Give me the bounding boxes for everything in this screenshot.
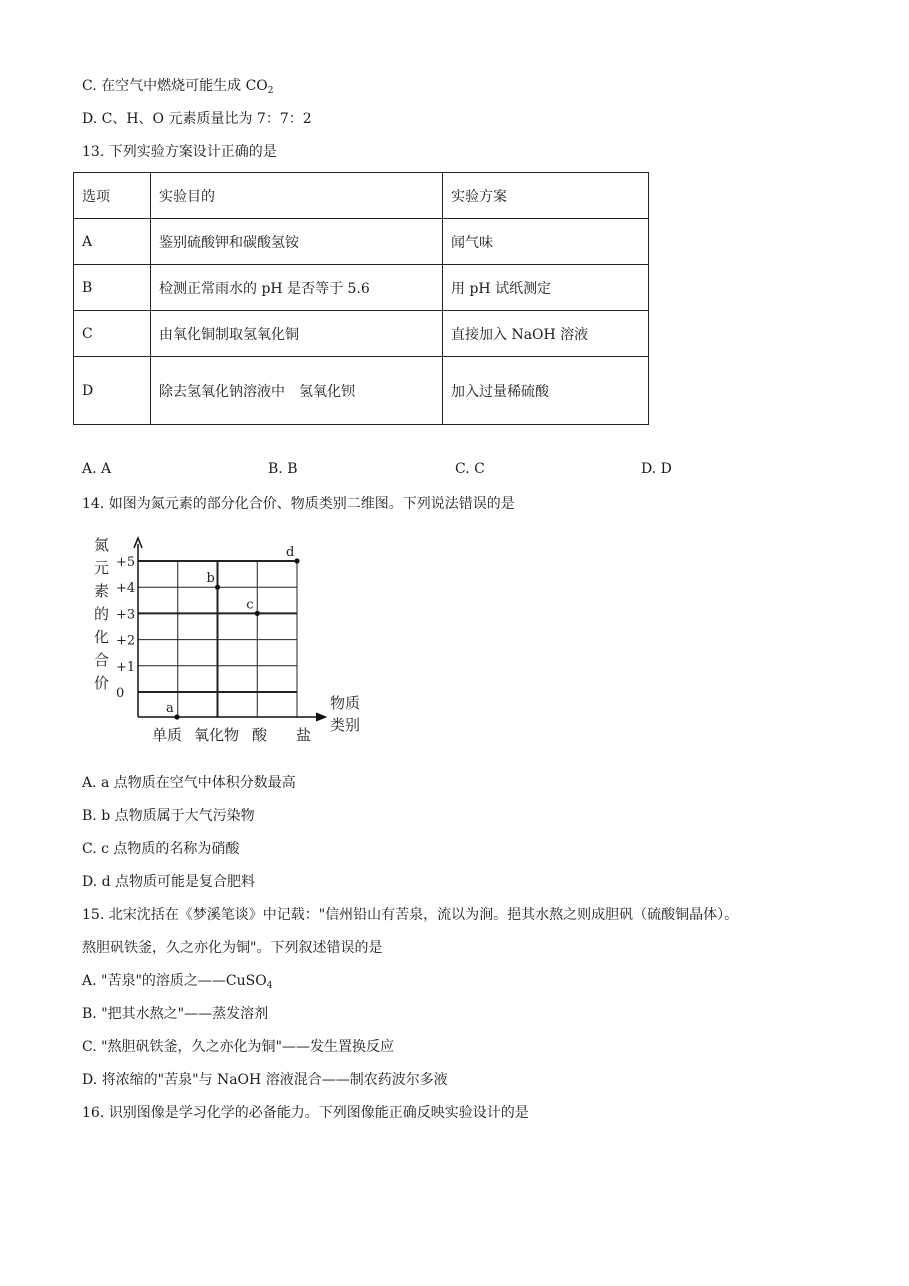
- table-cell: C: [74, 311, 151, 357]
- q15-option-a-text: A. "苦泉"的溶质之——CuSO: [82, 973, 267, 989]
- table-cell: 用 pH 试纸测定: [443, 265, 649, 311]
- nitrogen-valence-chart: [80, 530, 380, 750]
- q14-stem: 14. 如图为氮元素的部分化合价、物质类别二维图。下列说法错误的是: [82, 496, 515, 512]
- q12-option-c-text: C. 在空气中燃烧可能生成 CO: [82, 78, 268, 94]
- x-category-label: 单质: [152, 726, 183, 744]
- table-row: [74, 357, 649, 425]
- table-header-cell: 实验目的: [151, 173, 443, 219]
- x-category-label: 氧化物: [194, 726, 240, 744]
- table-row: [74, 265, 649, 311]
- table-cell: 除去氢氧化钠溶液中 氢氧化钡: [151, 357, 443, 425]
- table-cell: 由氧化铜制取氢氧化铜: [151, 311, 443, 357]
- y-tick-label: +1: [116, 659, 136, 675]
- data-point: [215, 585, 220, 590]
- q13-option-d[interactable]: D. D: [641, 461, 672, 477]
- y-tick-label: +4: [116, 581, 136, 597]
- y-tick-label: +2: [116, 633, 136, 649]
- table-cell: 检测正常雨水的 pH 是否等于 5.6: [151, 265, 443, 311]
- table-row: [74, 311, 649, 357]
- x-category-label: 酸: [252, 726, 268, 744]
- q15-stem-line-2: 熬胆矾铁釜，久之亦化为铜"。下列叙述错误的是: [82, 940, 383, 956]
- q15-option-a-subscript: 4: [266, 981, 273, 991]
- table-cell: 直接加入 NaOH 溶液: [443, 311, 649, 357]
- q12-option-d: D. C、H、O 元素质量比为 7：7：2: [82, 111, 312, 127]
- table-header-row: [74, 173, 649, 219]
- data-point-label: a: [166, 701, 174, 716]
- y-axis-label-char: 氮: [94, 536, 110, 554]
- q13-option-b[interactable]: B. B: [268, 461, 298, 477]
- q13-stem: 13. 下列实验方案设计正确的是: [82, 144, 277, 160]
- data-point: [255, 611, 260, 616]
- experiment-table: [73, 172, 649, 425]
- q14-option-d[interactable]: D. d 点物质可能是复合肥料: [82, 874, 256, 890]
- table-header-cell: 选项: [74, 173, 151, 219]
- data-point-label: d: [286, 545, 295, 560]
- q12-option-c-subscript: 2: [267, 86, 274, 96]
- table-cell: 加入过量稀硫酸: [443, 357, 649, 425]
- q14-option-b[interactable]: B. b 点物质属于大气污染物: [82, 808, 255, 824]
- q15-option-a[interactable]: [82, 971, 272, 996]
- x-axis-arrow-icon: [316, 713, 326, 721]
- y-axis-label-char: 素: [94, 582, 110, 600]
- q14-option-c[interactable]: C. c 点物质的名称为硝酸: [82, 841, 240, 857]
- x-axis-label-line-1: 物质: [330, 694, 361, 712]
- q13-option-a[interactable]: A. A: [82, 461, 112, 477]
- q15-option-d[interactable]: D. 将浓缩的"苦泉"与 NaOH 溶液混合——制农药波尔多液: [82, 1072, 448, 1088]
- y-axis-label-char: 化: [94, 628, 110, 646]
- y-axis-label-char: 元: [94, 559, 110, 577]
- data-point: [294, 558, 299, 563]
- q15-stem-line-1: 15. 北宋沈括在《梦溪笔谈》中记载："信州铅山有苦泉，流以为涧。挹其水熬之则成胆矾（硫酸铜晶体）。: [82, 907, 739, 923]
- x-category-label: 盐: [296, 726, 312, 744]
- q13-option-c[interactable]: C. C: [455, 461, 485, 477]
- table-cell: 闻气味: [443, 219, 649, 265]
- q16-stem: 16. 识别图像是学习化学的必备能力。下列图像能正确反映实验设计的是: [82, 1105, 529, 1121]
- data-point: [174, 714, 179, 719]
- y-axis-label-char: 合: [94, 651, 110, 669]
- y-tick-label: 0: [116, 686, 125, 701]
- x-axis-label-line-2: 类别: [330, 716, 361, 734]
- q12-option-c: [82, 76, 274, 101]
- table-cell: A: [74, 219, 151, 265]
- q15-option-c[interactable]: C. "熬胆矾铁釜，久之亦化为铜"——发生置换反应: [82, 1039, 394, 1055]
- table-row: [74, 219, 649, 265]
- y-axis-label-char: 价: [94, 674, 110, 692]
- y-axis-label-char: 的: [94, 605, 110, 623]
- table-cell: D: [74, 357, 151, 425]
- table-cell: 鉴别硫酸钾和碳酸氢铵: [151, 219, 443, 265]
- y-tick-label: +5: [116, 555, 136, 570]
- y-tick-label: +3: [116, 607, 136, 623]
- data-point-label: b: [206, 571, 215, 587]
- q15-option-b[interactable]: B. "把其水熬之"——蒸发溶剂: [82, 1006, 269, 1022]
- data-point-label: c: [246, 597, 254, 613]
- table-cell: B: [74, 265, 151, 311]
- table-header-cell: 实验方案: [443, 173, 649, 219]
- q14-option-a[interactable]: A. a 点物质在空气中体积分数最高: [82, 775, 296, 791]
